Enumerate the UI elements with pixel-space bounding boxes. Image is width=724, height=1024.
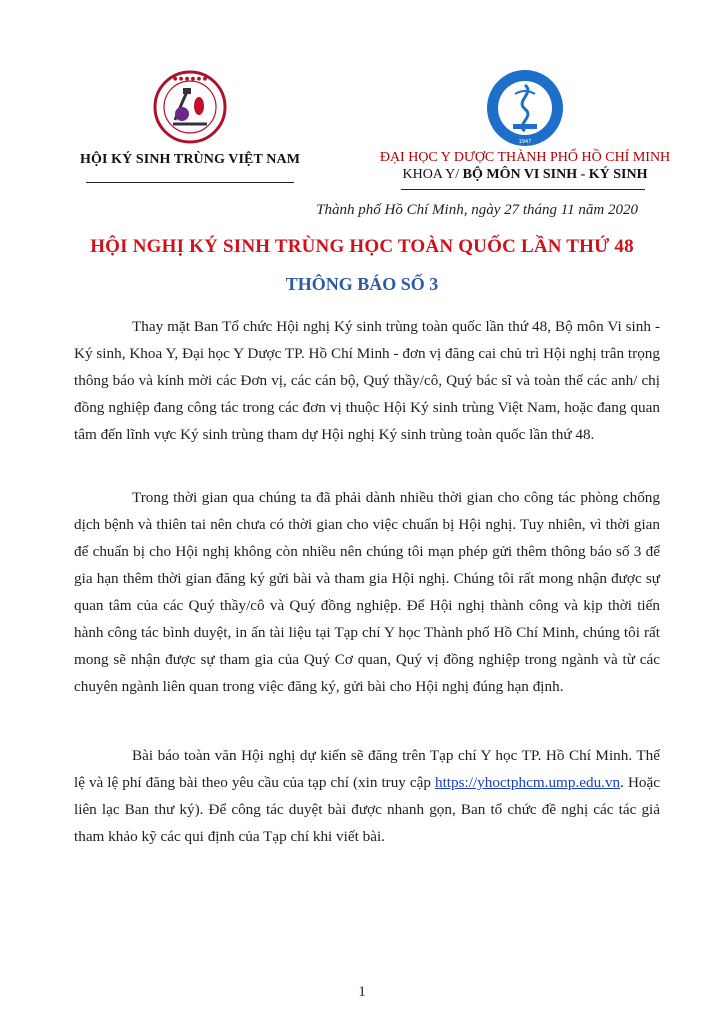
paragraph-1	[74, 313, 660, 448]
university-name: ĐẠI HỌC Y DƯỢC THÀNH PHỐ HỒ CHÍ MINH	[379, 150, 671, 165]
paragraph-3	[74, 742, 660, 850]
paragraph-3-after-link: . Hoặc liên lạc Ban thư ký). Để công tác duyệt bài được nhanh gọn, Ban tổ chức đề nghị các tác giả tham khảo kỹ các qui định của Tạp chí khi viết bài.	[74, 774, 660, 845]
paragraph-3-before-link: Bài báo toàn văn Hội nghị dự kiến sẽ đăng trên Tạp chí Y học TP. Hồ Chí Minh. Thể lệ và lệ phí đăng bài theo yêu cầu của tạp chí (xin truy cập	[74, 747, 660, 791]
left-header-divider	[86, 182, 294, 183]
left-header	[70, 70, 310, 183]
faculty-label: KHOA Y/	[402, 167, 463, 182]
journal-website-link[interactable]: https://yhoctphcm.ump.edu.vn	[434, 774, 621, 791]
department-label: BỘ MÔN VI SINH - KÝ SINH	[462, 167, 648, 182]
right-header	[365, 68, 685, 190]
page-number: 1	[358, 984, 366, 1000]
left-organization-name: HỘI KÝ SINH TRÙNG VIỆT NAM	[79, 152, 301, 167]
paragraph-1-text: Thay mặt Ban Tổ chức Hội nghị Ký sinh trùng toàn quốc lần thứ 48, Bộ môn Vi sinh - Ký sinh, Khoa Y, Đại học Y Dược TP. Hồ Chí Minh - đơn vị đăng cai chủ trì Hội nghị trân trọng thông báo và kính mời các Đơn vị, các cán bộ, Quý thầy/cô, Quý bác sĩ và toàn thể các anh/ chị đồng nghiệp đang công tác trong các đơn vị thuộc Hội Ký sinh trùng Việt Nam, hoặc đang quan tâm đến lĩnh vực Ký sinh trùng tham dự Hội nghị Ký sinh trùng toàn quốc lần thứ 48.	[74, 318, 660, 443]
university-medicine-pharmacy-logo-icon	[485, 68, 565, 148]
paragraph-2-text: Trong thời gian qua chúng ta đã phải dành nhiều thời gian cho công tác phòng chống dịch bệnh và thiên tai nên chưa có thời gian cho việc chuẩn bị Hội nghị. Tuy nhiên, vì thời gian để chuẩn bị cho Hội nghị không còn nhiều nên chúng tôi mạn phép gửi thêm thông báo số 3 để gia hạn thêm thời gian đăng ký gửi bài và tham gia Hội nghị. Chúng tôi rất mong nhận được sự quan tâm của các Quý thầy/cô và Quý đồng nghiệp. Để Hội nghị thành công và kịp thời tiến hành công tác bình duyệt, in ấn tài liệu tại Tạp chí Y học Thành phố Hồ Chí Minh, chúng tôi rất mong sẽ nhận được sự tham gia của Quý Cơ quan, Quý vị đồng nghiệp trong ngành và từ các chuyên ngành liên quan trong việc đăng ký, gửi bài cho Hội nghị đúng hạn định.	[74, 489, 660, 695]
document-subtitle: THÔNG BÁO SỐ 3	[285, 274, 439, 294]
paragraph-3-text	[74, 742, 660, 850]
document-title: HỘI NGHỊ KÝ SINH TRÙNG HỌC TOÀN QUỐC LẦN THỨ 48	[90, 236, 634, 257]
department-name	[365, 167, 685, 183]
paragraph-2	[74, 484, 660, 700]
parasitology-society-logo-icon	[153, 70, 227, 144]
right-header-divider	[401, 189, 645, 190]
svg-text:● ● ● ● ● ●: ● ● ● ● ● ●	[172, 76, 208, 82]
svg-text:1947: 1947	[518, 139, 532, 145]
date-line: Thành phố Hồ Chí Minh, ngày 27 tháng 11 năm 2020	[316, 202, 638, 218]
